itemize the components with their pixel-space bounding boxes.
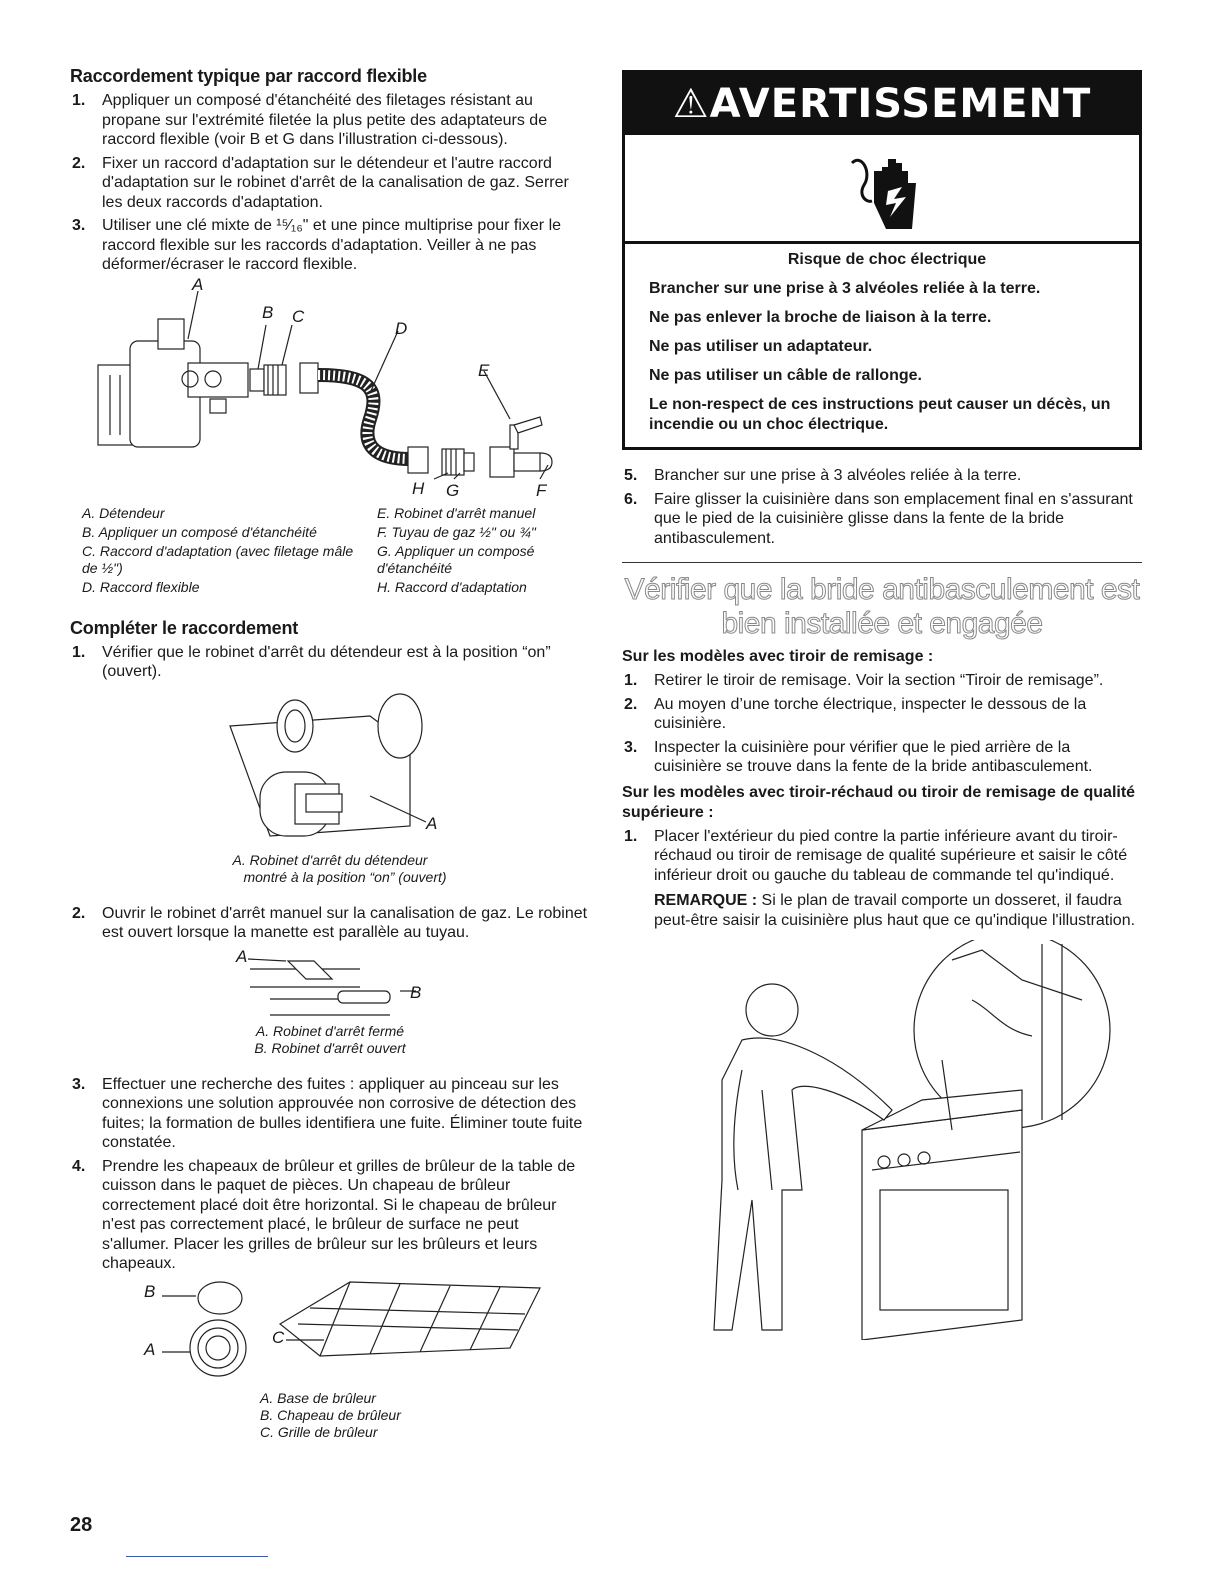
figure-caption: B. Chapeau de brûleur xyxy=(260,1406,401,1423)
page-number: 28 xyxy=(70,1514,93,1536)
list-item: 6. Faire glisser la cuisinière dans son emplacement final en s'assurant que le pied de la cuisinière glisse dans la fente de la bride antibasculement. xyxy=(624,490,1133,547)
figure-caption: C. Grille de brûleur xyxy=(260,1423,378,1440)
regulator-valve-figure xyxy=(70,686,590,852)
flexible-connection-steps xyxy=(70,91,590,275)
legend-item: B. Appliquer un composé d'étanchéité xyxy=(82,523,317,540)
figure-caption: A. Robinet d'arrêt du détendeur xyxy=(232,851,428,868)
figure-caption: A. Robinet d'arrêt fermé xyxy=(255,1022,405,1039)
note xyxy=(654,891,1142,930)
figure-caption: montré à la position “on” (ouvert) xyxy=(243,868,447,885)
legend-item: C. Raccord d'adaptation (avec filetage mâle de ½") xyxy=(82,542,354,576)
list-item: 1. Retirer le tiroir de remisage. Voir la section “Tiroir de remisage”. xyxy=(624,672,1104,689)
warning-line: Ne pas enlever la broche de liaison à la terre. xyxy=(649,309,992,326)
figure-label-g: G xyxy=(446,480,460,500)
complete-connection-steps-3-4 xyxy=(70,1075,590,1274)
burner-captions xyxy=(70,1390,590,1441)
burner-figure xyxy=(70,1278,590,1390)
figure-label-c: C xyxy=(272,1327,285,1347)
figure-label-a: A xyxy=(426,813,438,833)
warning-body xyxy=(625,244,1139,447)
list-item: 1. Vérifier que le robinet d'arrêt du détendeur est à la position “on” (ouvert). xyxy=(72,643,551,680)
warning-header: ⚠AVERTISSEMENT xyxy=(625,73,1139,135)
list-item: 2. Fixer un raccord d'adaptation sur le détendeur et l'autre raccord d'adaptation sur le robinet d'arrêt de la canalisation de gaz. Serrer les deux raccords d'adaptation. xyxy=(72,154,569,211)
list-item: 5. Brancher sur une prise à 3 alvéoles reliée à la terre. xyxy=(624,467,1022,484)
figure-label-e: E xyxy=(478,360,490,380)
figure-label-h: H xyxy=(412,478,425,498)
section-title-complete-connection: Compléter le raccordement xyxy=(70,617,299,638)
figure-caption: A. Base de brûleur xyxy=(260,1389,376,1406)
warming-drawer-steps xyxy=(622,827,1142,931)
legend-item: A. Détendeur xyxy=(82,504,165,521)
figure-label-a: A xyxy=(192,274,204,294)
legend-item: E. Robinet d'arrêt manuel xyxy=(377,504,536,521)
flexible-connector-figure xyxy=(70,274,590,501)
verify-bracket-title: Vérifier que la bride antibasculement est bien installée et engagée xyxy=(624,573,1140,640)
figure-label-b: B xyxy=(410,982,422,1002)
figure-label-f: F xyxy=(536,480,547,500)
list-item: 4. Prendre les chapeaux de brûleur et grilles de brûleur de la table de cuisson dans le paquet de pièces. Un chapeau de brûleur correctement placé doit être horizontal. Si le chapeau de brûleur n'est pas correctement placé, le brûleur de surface ne peut s'allumer. Placer les grilles de brûleur sur les brûleurs et leurs chapeaux. xyxy=(72,1157,576,1272)
complete-connection-step-2 xyxy=(70,904,590,943)
warning-line: Le non-respect de ces instructions peut causer un décès, un incendie ou un choc électrique. xyxy=(649,396,1111,433)
legend-item: D. Raccord flexible xyxy=(82,578,200,595)
figure-label-a: A xyxy=(236,946,248,966)
list-item: 2. Ouvrir le robinet d'arrêt manuel sur la canalisation de gaz. Le robinet est ouvert lorsque la manette est parallèle au tuyau. xyxy=(72,904,588,941)
list-item: 3. Utiliser une clé mixte de ¹⁵⁄₁₆" et une pince multiprise pour fixer le raccord flexible sur les raccords d'adaptation. Veiller à ne pas déformer/écraser le raccord flexible. xyxy=(72,217,562,273)
section-title-flexible-connection: Raccordement typique par raccord flexible xyxy=(70,66,427,86)
regulator-valve-illustration xyxy=(70,686,590,852)
manual-valve-figure xyxy=(70,947,590,1019)
section-divider xyxy=(622,562,1142,563)
list-item: 1. Appliquer un composé d'étanchéité des filetages résistant au propane sur l'extrémité filetée la plus petite des adaptateurs de raccord flexible (voir B et G dans l'illustration ci-dessous). xyxy=(72,92,548,148)
list-item: 1. Placer l'extérieur du pied contre la partie inférieure avant du tiroir-réchaud ou tiroir de remisage de qualité supérieure et saisir le côté inférieur droit ou gauche du tableau de commande tel qu'indiqué. REMARQUE : Si le plan de travail comporte un dosseret, il faudra peut-être saisir la cuisinière plus haut que ce qu'indique l'illustration. xyxy=(622,827,1142,931)
manual-valve-illustration xyxy=(70,947,590,1019)
figure-label-b: B xyxy=(144,1281,156,1301)
warning-box xyxy=(622,70,1142,450)
legend-item: G. Appliquer un composé d'étanchéité xyxy=(377,542,535,576)
list-item: 3. Effectuer une recherche des fuites : appliquer au pinceau sur les connexions une solution approuvée non corrosive de détection des fuites; la formation de bulles identifiera une fuite. Éliminer toute fuite constatée. xyxy=(72,1075,583,1151)
figure-caption: B. Robinet d'arrêt ouvert xyxy=(254,1039,406,1056)
note-text: Si le plan de travail comporte un dosseret, il faudra peut-être saisir la cuisinière plus haut que ce qu'indique l'illustration. xyxy=(654,892,1136,929)
left-column xyxy=(70,66,590,1441)
warning-line: Brancher sur une prise à 3 alvéoles reliée à la terre. xyxy=(649,280,1041,297)
warning-line: Ne pas utiliser un adaptateur. xyxy=(649,338,873,355)
regulator-hose-illustration xyxy=(70,279,590,501)
warning-icon-area xyxy=(625,135,1139,244)
range-tip-check-figure xyxy=(622,940,1142,1340)
legend-item: H. Raccord d'adaptation xyxy=(377,578,527,595)
person-checking-range-illustration xyxy=(622,940,1142,1340)
install-steps-5-6 xyxy=(622,466,1142,548)
storage-drawer-steps xyxy=(622,671,1142,777)
subhead-storage-drawer: Sur les modèles avec tiroir de remisage : xyxy=(622,648,934,665)
figure-label-a: A xyxy=(144,1339,156,1359)
figure-label-d: D xyxy=(395,318,408,338)
list-item: 2. Au moyen d’une torche électrique, inspecter le dessous de la cuisinière. xyxy=(624,695,1087,732)
note-label: REMARQUE : xyxy=(654,892,758,909)
electric-shock-hand-icon xyxy=(842,143,922,233)
complete-connection-step-1 xyxy=(70,643,590,682)
legend-item: F. Tuyau de gaz ½" ou ¾" xyxy=(377,523,536,540)
warning-risk-title: Risque de choc électrique xyxy=(787,251,987,268)
list-item: 3. Inspecter la cuisinière pour vérifier que le pied arrière de la cuisinière se trouve dans la fente de la bride antibasculement. xyxy=(624,738,1093,775)
subhead-warming-drawer: Sur les modèles avec tiroir-réchaud ou tiroir de remisage de qualité supérieure : xyxy=(622,783,1136,821)
right-column xyxy=(622,70,1142,1340)
figure-legend xyxy=(70,505,590,596)
figure-label-b: B xyxy=(262,302,274,322)
figure-label-c: C xyxy=(292,306,305,326)
footer-rule xyxy=(126,1556,268,1557)
warning-line: Ne pas utiliser un câble de rallonge. xyxy=(649,367,922,384)
